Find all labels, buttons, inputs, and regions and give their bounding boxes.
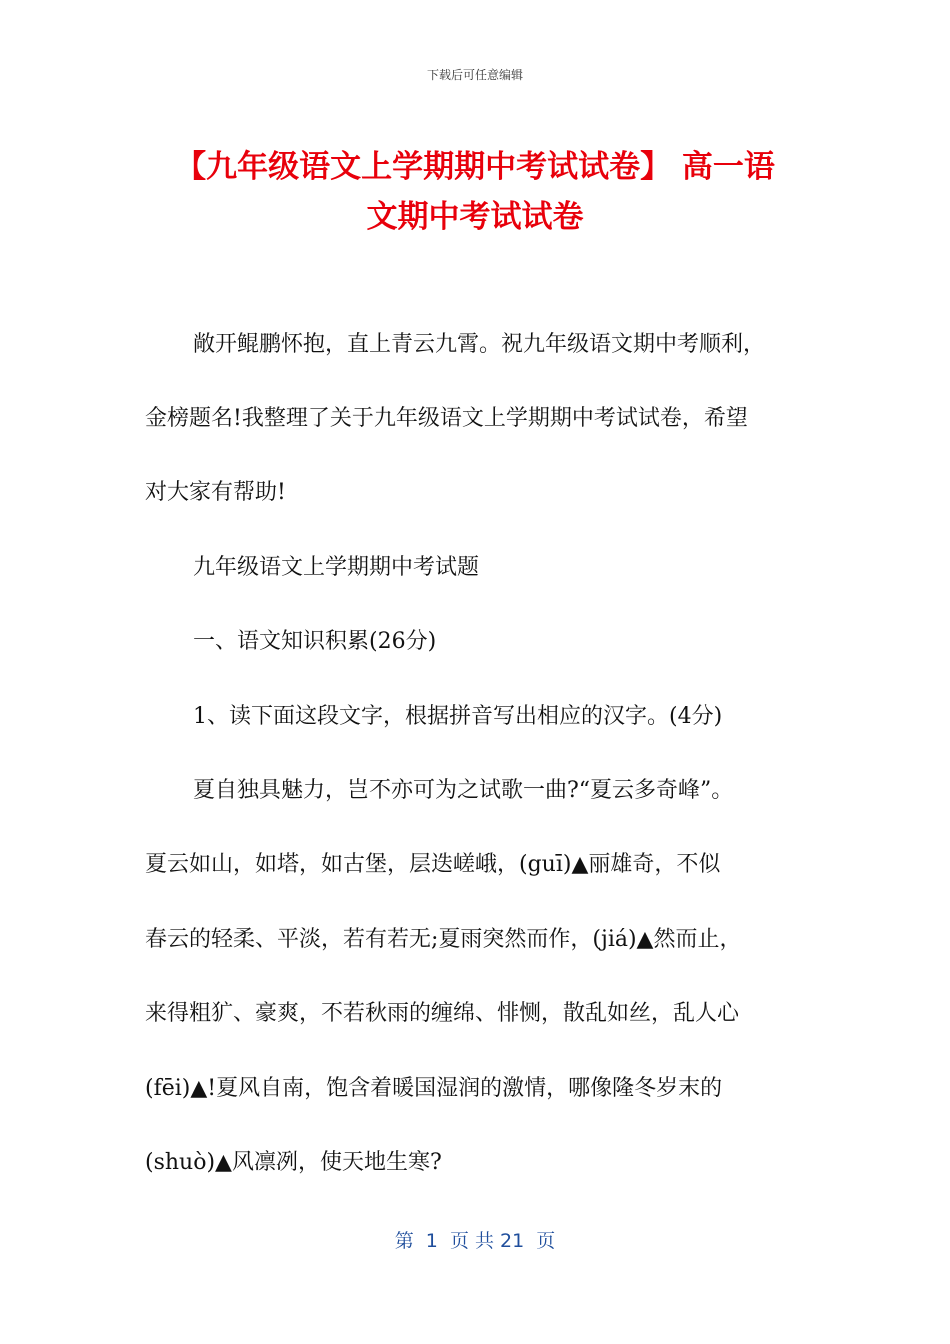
paragraph-line: (shuò)▲风凛冽，使天地生寒? (145, 1150, 442, 1175)
paragraph-line: 对大家有帮助! (145, 480, 286, 505)
paragraph-line: 敞开鲲鹏怀抱，直上青云九霄。祝九年级语文期中考顺利， (193, 332, 766, 357)
paragraph-line: 金榜题名!我整理了关于九年级语文上学期期中考试试卷，希望 (145, 406, 748, 431)
paragraph-line: 夏云如山，如塔，如古堡，层迭嵯峨，(guī)▲丽雄奇，不似 (145, 852, 721, 877)
title-line-2: 文期中考试试卷 (366, 199, 584, 235)
section-heading: 九年级语文上学期期中考试题 (193, 555, 480, 580)
paragraph-line: (fēi)▲!夏风自南，饱含着暖国湿润的激情，哪像隆冬岁末的 (145, 1076, 723, 1101)
paragraph-line: 来得粗犷、豪爽，不若秋雨的缠绵、悱恻，散乱如丝，乱人心 (145, 1001, 740, 1026)
section-heading: 一、语文知识积累(26分) (193, 629, 437, 654)
header-note: 下载后可任意编辑 (426, 68, 523, 82)
question-line: 1、读下面这段文字，根据拼音写出相应的汉字。(4分) (193, 704, 723, 729)
paragraph-line: 春云的轻柔、平淡，若有若无;夏雨突然而作，(jiá)▲然而止， (145, 927, 742, 952)
title-line-1: 【九年级语文上学期期中考试试卷】 高一语 (175, 149, 775, 185)
page-footer: 第 1 页 共 21 页 (394, 1230, 556, 1252)
paragraph-line: 夏自独具魅力，岂不亦可为之试歌一曲?“夏云多奇峰”。 (193, 778, 734, 803)
document-title (120, 142, 830, 242)
